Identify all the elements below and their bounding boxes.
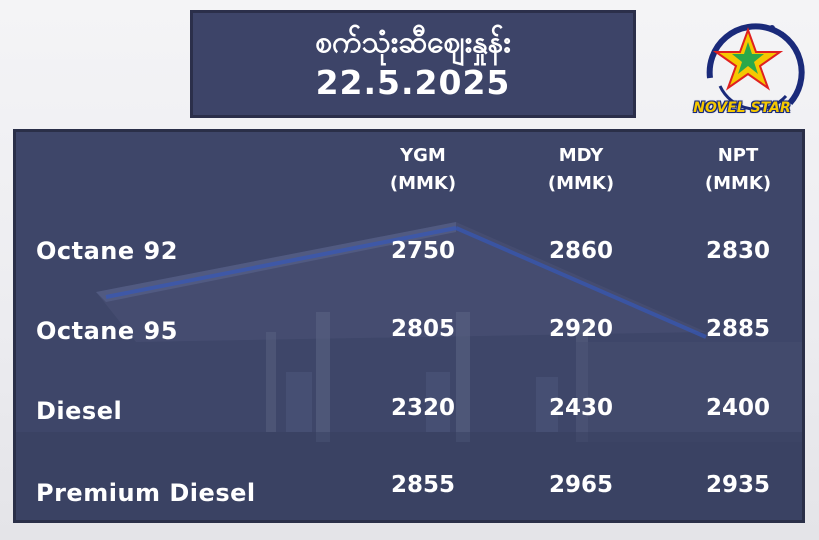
price-cell: 2935 — [705, 472, 770, 498]
price-cell: 2805 — [390, 316, 455, 342]
col-head-ygm: YGM (MMK) — [389, 145, 457, 194]
price-cell: 2860 — [548, 238, 613, 264]
price-cell: 2830 — [705, 238, 770, 264]
fuel-premium-diesel: Premium Diesel — [36, 479, 256, 507]
fuel-octane-95: Octane 95 — [36, 317, 178, 345]
title-myanmar: စက်သုံးဆီဈေးနှုန်း — [315, 25, 511, 60]
price-cell: 2920 — [548, 316, 613, 342]
price-cell: 2430 — [548, 395, 613, 421]
fuel-diesel: Diesel — [36, 397, 123, 425]
col-head-mdy: MDY (MMK) — [547, 145, 615, 194]
price-cell: 2320 — [390, 395, 455, 421]
price-cell: 2400 — [705, 395, 770, 421]
title-date: 22.5.2025 — [315, 63, 511, 102]
price-cell: 2750 — [390, 238, 455, 264]
brand-name: NOVEL STAR — [693, 100, 791, 116]
price-cell: 2965 — [548, 472, 613, 498]
price-cell: 2855 — [390, 472, 455, 498]
price-cell: 2885 — [705, 316, 770, 342]
col-head-npt: NPT (MMK) — [704, 145, 772, 194]
price-table — [13, 129, 805, 523]
title-banner — [190, 10, 636, 118]
fuel-octane-92: Octane 92 — [36, 237, 178, 265]
